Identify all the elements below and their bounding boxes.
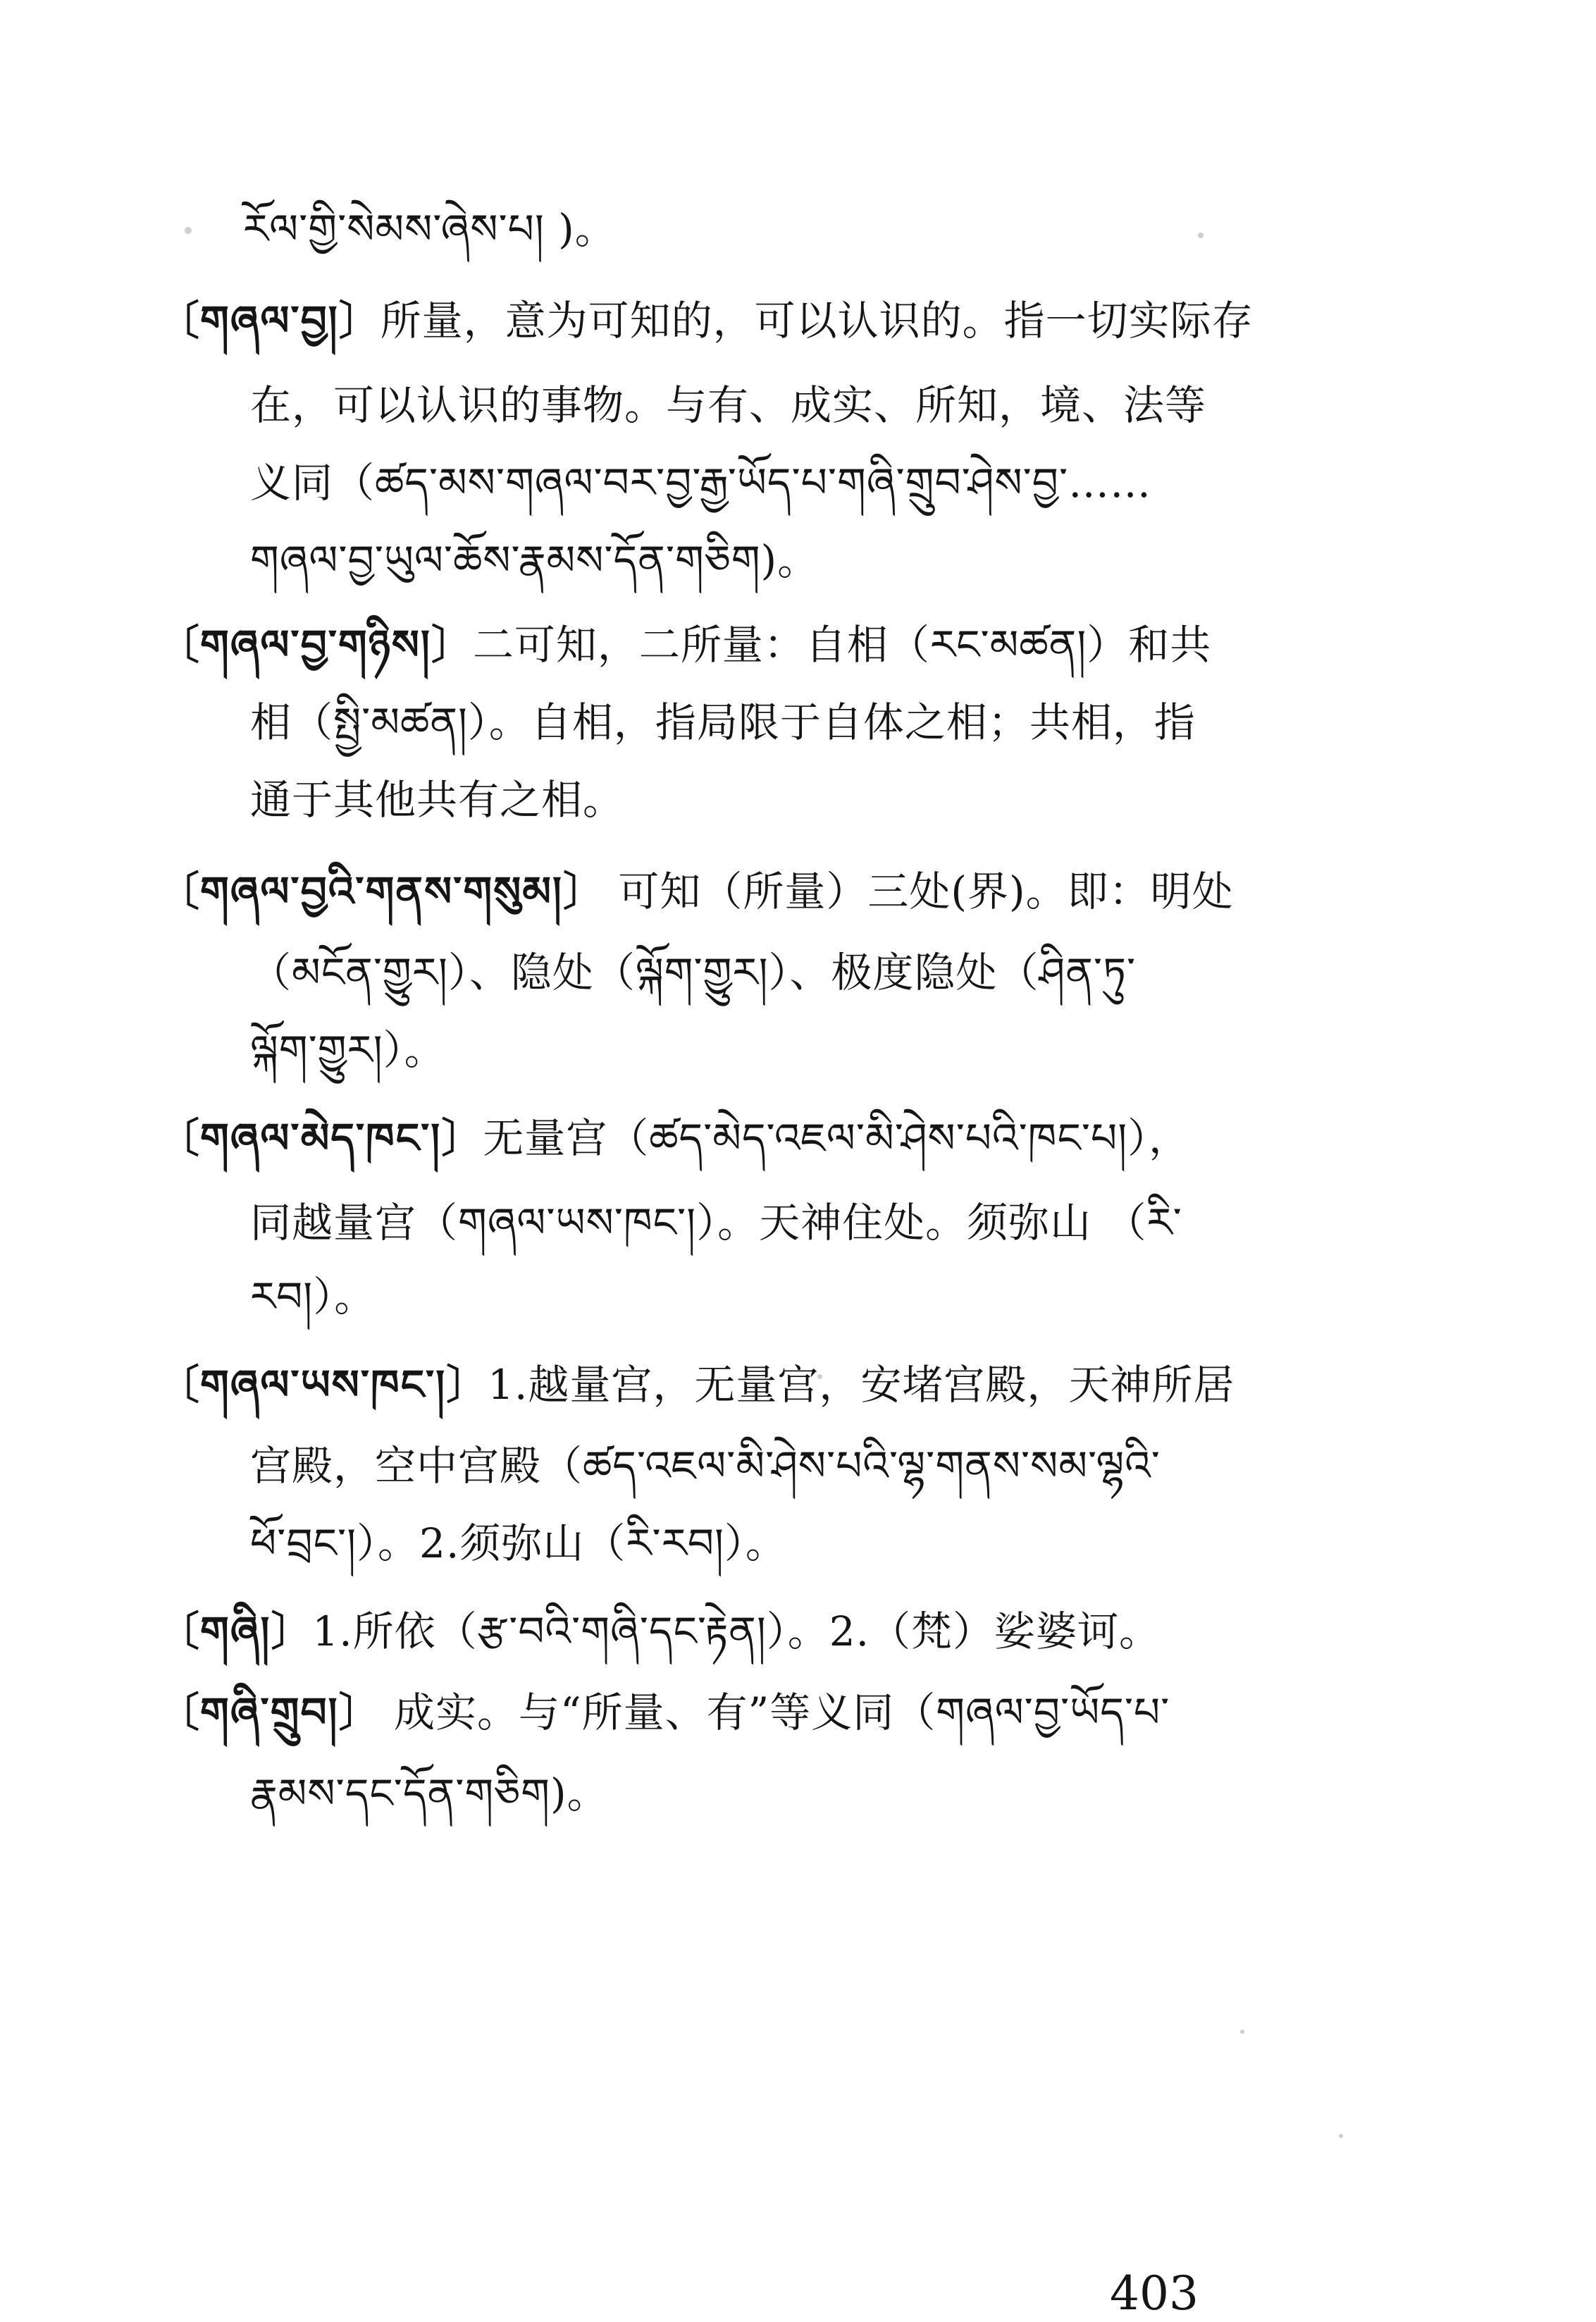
close-bracket: 〕: [271, 1607, 313, 1655]
entry-continuation-line: [250, 1265, 376, 1328]
close-bracket: 〕: [446, 1361, 488, 1409]
entry-text: 同越量宫（གཞལ་ཡས་ཁང་།）。天神住处。须弥山 （རི་: [250, 1199, 1182, 1247]
entry-text: རྣམས་དང་དོན་གཅིག)。: [250, 1770, 609, 1817]
entry-continuation-line: [250, 1512, 787, 1575]
dictionary-entry-line: [159, 1353, 1235, 1416]
dictionary-entry-line: [159, 1600, 1161, 1663]
close-bracket: 〕: [562, 867, 605, 915]
open-bracket: 〔: [159, 1361, 201, 1409]
entry-definition: 无量宫（ཚད་མེད་འཇལ་མི་ཤེས་པའི་ཁང་པ།），: [483, 1114, 1191, 1162]
scan-noise: [1198, 233, 1204, 238]
entry-continuation-line: [250, 1191, 1182, 1254]
dictionary-entry-line: [159, 289, 1254, 352]
entry-headword: གཞི།: [200, 1607, 271, 1655]
entry-continuation-line: [250, 1434, 1161, 1497]
dictionary-entry-line: [159, 1681, 1170, 1744]
entry-definition: 所量，意为可知的，可以认识的。指一切实际存: [380, 297, 1254, 345]
entry-continuation-line: [250, 941, 1136, 1004]
open-bracket: 〔: [159, 867, 201, 915]
entry-continuation-line: [250, 529, 819, 592]
entry-text: 义同（ཚད་མས་གཞལ་བར་བྱ་རྒྱ་ཡོད་པ་གཞི་གྲུབ་ཤེས་བྱ་……: [250, 459, 1152, 507]
entry-headword: གཞལ་མེད་ཁང་།: [200, 1114, 442, 1162]
entry-continuation-line: [243, 197, 617, 261]
entry-text: （མངོན་གྱུར།）、隐处（ལྐོག་གྱུར།）、极度隐处（ཤིན་ཏུ་: [250, 949, 1137, 996]
open-bracket: 〔: [159, 1114, 201, 1162]
entry-definition: 1.越量宫，无量宫，安堵宫殿，天神所居: [488, 1361, 1235, 1409]
close-bracket: 〕: [441, 1114, 483, 1162]
entry-text: ལྐོག་གྱུར།）。: [250, 1026, 446, 1074]
entry-definition: 可知（所量）三处(界)。即：明处: [604, 867, 1234, 915]
entry-text: 通于其他共有之相。: [250, 776, 625, 824]
close-bracket: 〕: [431, 621, 473, 669]
page-number: 403: [1110, 2266, 1199, 2321]
entry-headword: གཞི་གྲུབ།: [200, 1688, 339, 1736]
close-bracket: 〕: [338, 1688, 381, 1736]
entry-text: 在，可以认识的事物。与有、成实、所知，境、法等: [250, 381, 1207, 429]
dictionary-entry-line: [159, 1106, 1190, 1170]
entry-headword: གཞལ་བྱའི་གནས་གསུམ།: [200, 867, 563, 915]
dictionary-entry-line: [159, 613, 1211, 677]
entry-continuation-line: [250, 691, 1196, 754]
entry-text: རབ།）。: [250, 1273, 376, 1321]
entry-text: གཞལ་བྱ་ཡུལ་ཆོས་རྣམས་དོན་གཅིག)。: [250, 536, 819, 584]
entry-headword: གཞལ་བྱ་གཉིས།: [200, 621, 431, 669]
entry-text: ཪོལ་གྱི་སེམས་ཞེས་པ། )。: [243, 205, 617, 253]
entry-definition: 成实。与“所量、有”等义同（གཞལ་བྱ་ཡོད་པ་: [380, 1688, 1170, 1736]
open-bracket: 〔: [159, 621, 201, 669]
entry-definition: 1.所依（རྩ་བའི་གཞི་དང་རྟེན།）。2.（梵）娑婆诃。: [312, 1607, 1161, 1655]
dictionary-entry-line: [159, 860, 1234, 923]
entry-continuation-line: [250, 1762, 609, 1825]
entry-text: 相（སྤྱི་མཚན།）。自相，指局限于自体之相；共相，指: [250, 698, 1196, 746]
scan-noise: [1339, 2134, 1343, 2138]
entry-headword: གཞལ་ཡས་ཁང་།: [200, 1361, 447, 1409]
entry-definition: 二可知，二所量：自相（རང་མཚན།）和共: [472, 621, 1212, 669]
entry-continuation-line: [250, 451, 1151, 514]
open-bracket: 〔: [159, 1688, 201, 1736]
entry-headword: གཞལ་བྱ།: [200, 297, 339, 345]
open-bracket: 〔: [159, 297, 201, 345]
entry-continuation-line: [250, 373, 1206, 437]
open-bracket: 〔: [159, 1607, 201, 1655]
close-bracket: 〕: [338, 297, 381, 345]
entry-text: 宫殿，空中宫殿（ཚད་འཇལ་མི་ཤེས་པའི་ལྷ་གནས་སམ་ལྷའི་: [250, 1442, 1161, 1490]
entry-continuation-line: [250, 1018, 446, 1082]
scan-noise: [1240, 2030, 1244, 2034]
scan-noise: [185, 227, 192, 234]
entry-text: ཕོ་བྲང་།）。2.须弥山（རི་རབ།）。: [250, 1519, 787, 1567]
entry-continuation-line: [250, 768, 624, 832]
